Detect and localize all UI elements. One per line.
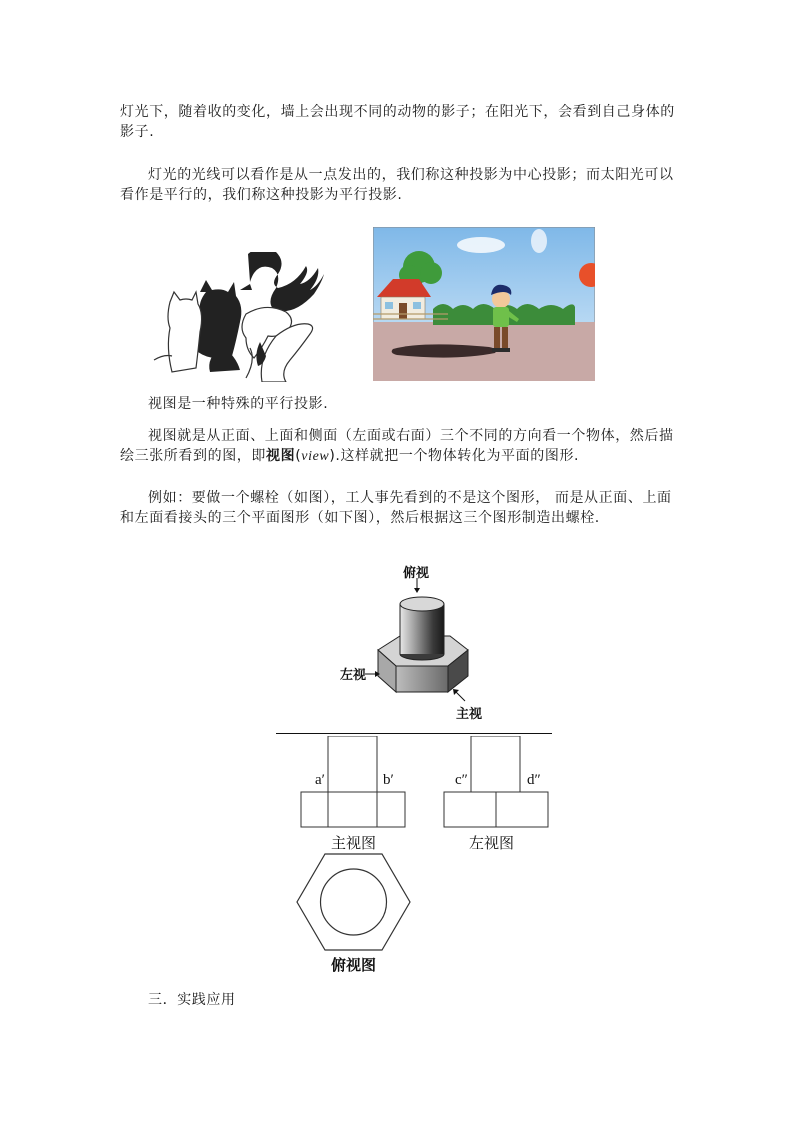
top-view-drawing: [296, 852, 411, 952]
section-heading-practice: [148, 990, 708, 1010]
paragraph-text: 视图是一种特殊的平行投影.: [148, 396, 329, 412]
paragraph-view-definition: [120, 394, 680, 414]
term-view-english: view: [301, 449, 330, 464]
left-view-label: 左视: [340, 668, 367, 683]
paragraph-projection-types: [120, 165, 680, 205]
hand-shadow-illustration: [150, 252, 325, 382]
label-b-prime: b′: [383, 772, 394, 788]
paragraph-text: 灯光下，随着收的变化，墙上会出现不同的动物的影子；在阳光下，会看到自己身体的影子.: [120, 104, 675, 140]
view-separator-line: [276, 733, 552, 734]
front-view-caption: 主视图: [331, 834, 377, 852]
top-view-caption: 俯视图: [331, 956, 377, 974]
up-left-arrow-icon: [452, 688, 466, 702]
left-view-caption: 左视图: [469, 834, 515, 852]
paragraph-view-explanation: [120, 426, 680, 467]
label-c-double-prime: c″: [455, 772, 468, 788]
section-heading-text: 三．实践应用: [148, 992, 236, 1008]
right-arrow-icon: [365, 670, 381, 678]
paragraph-bolt-example: [120, 488, 680, 528]
down-arrow-icon: [412, 578, 422, 594]
sunlight-shadow-illustration: [373, 227, 595, 381]
top-view-label: 俯视: [403, 566, 430, 581]
paragraph-text: 例如：要做一个螺栓（如图），工人事先看到的不是这个图形， 而是从正面、上面和左面看接头的三个平面图形（如下图），然后根据这三个图形制造出螺栓.: [120, 490, 672, 526]
paragraph-text: .这样就把一个物体转化为平面的图形.: [335, 448, 580, 464]
label-a-prime: a′: [315, 772, 325, 788]
paragraph-shadow-intro: [120, 102, 680, 142]
paren-close: ): [329, 448, 336, 464]
front-view-label: 主视: [456, 707, 483, 722]
paragraph-text: 视图就是从正面、上面和侧面（左面或右面）三个不同的方向看一个物体，然后描绘三张所看到的图，即: [120, 428, 674, 464]
label-d-double-prime: d″: [527, 772, 541, 788]
paren-open: (: [295, 448, 302, 464]
paragraph-text: 灯光的光线可以看作是从一点发出的，我们称这种投影为中心投影；而太阳光可以看作是平行的，我们称这种投影为平行投影.: [120, 167, 674, 203]
term-view: 视图: [266, 448, 296, 464]
